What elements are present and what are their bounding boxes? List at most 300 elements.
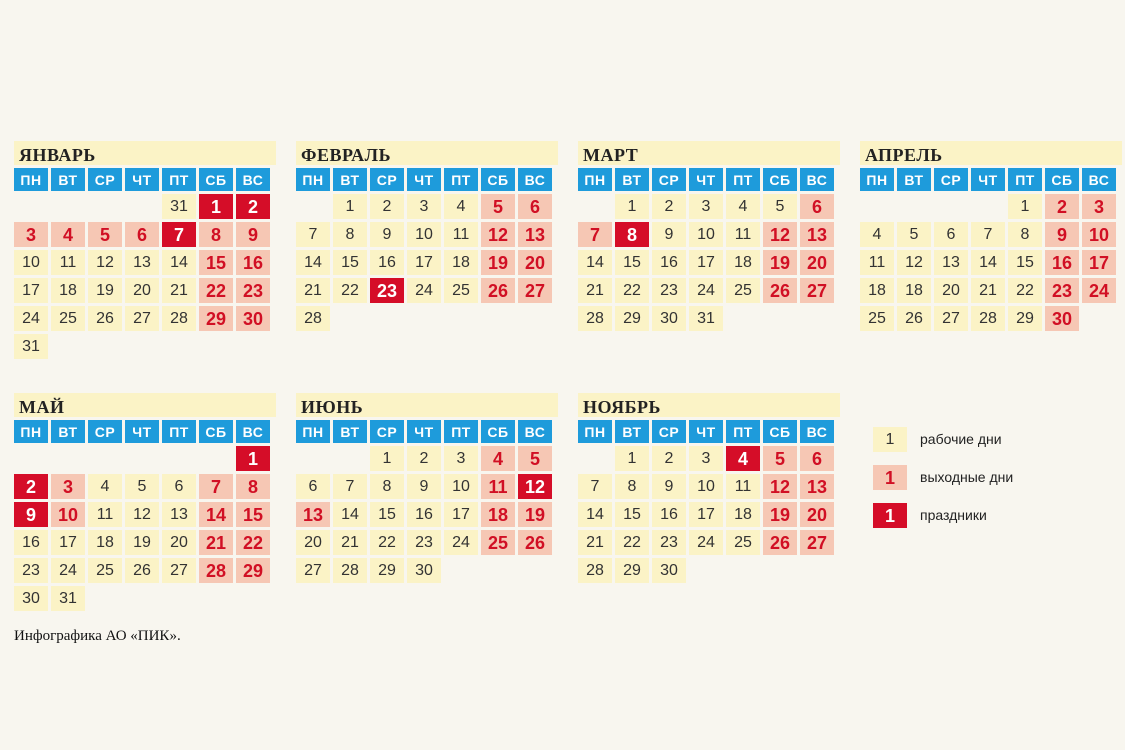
day-cell-work: 12 [897,250,931,275]
empty-cell [763,558,797,583]
weekday-label: СР [652,168,686,191]
day-cell-work: 29 [615,306,649,331]
day-cell-work: 27 [125,306,159,331]
day-cell-work: 7 [333,474,367,499]
empty-cell [88,446,122,471]
empty-cell [726,306,760,331]
weekday-header [860,168,1122,191]
day-cell-weekend: 28 [199,558,233,583]
day-cell-work: 18 [897,278,931,303]
week-row [296,446,558,471]
empty-cell [162,586,196,611]
day-cell-work: 24 [51,558,85,583]
day-cell-work: 29 [615,558,649,583]
day-cell-work: 4 [88,474,122,499]
week-row [578,502,840,527]
day-cell-work: 8 [370,474,404,499]
day-cell-weekend: 30 [1045,306,1079,331]
weekday-label: ПТ [444,168,478,191]
empty-cell [333,306,367,331]
day-cell-work: 25 [88,558,122,583]
weekday-label: СР [370,420,404,443]
weekday-label: СР [370,168,404,191]
empty-cell [444,306,478,331]
day-cell-work: 7 [296,222,330,247]
weekday-label: СБ [763,168,797,191]
week-row [296,502,558,527]
day-cell-work: 10 [444,474,478,499]
day-cell-weekend: 8 [199,222,233,247]
day-cell-work: 28 [162,306,196,331]
day-cell-weekend: 4 [51,222,85,247]
day-cell-work: 24 [689,278,723,303]
day-cell-weekend: 13 [518,222,552,247]
weekday-label: ВТ [51,420,85,443]
day-cell-weekend: 29 [236,558,270,583]
month-title: АПРЕЛЬ [860,141,1122,165]
day-cell-weekend: 10 [1082,222,1116,247]
day-cell-holiday: 9 [14,502,48,527]
week-row [296,530,558,555]
empty-cell [333,446,367,471]
day-cell-holiday: 7 [162,222,196,247]
week-row [14,474,276,499]
day-cell-weekend: 11 [481,474,515,499]
weekday-label: ВТ [615,168,649,191]
week-row [860,222,1122,247]
day-cell-work: 30 [652,558,686,583]
day-cell-weekend: 27 [518,278,552,303]
day-cell-work: 11 [726,474,760,499]
day-cell-work: 14 [162,250,196,275]
weekday-label: ЧТ [971,168,1005,191]
day-cell-holiday: 4 [726,446,760,471]
weekday-label: ЧТ [689,168,723,191]
day-cell-work: 18 [88,530,122,555]
day-cell-weekend: 5 [481,194,515,219]
weekday-label: ВТ [333,168,367,191]
day-cell-work: 23 [14,558,48,583]
weekday-label: ВТ [51,168,85,191]
weekday-label: ВТ [333,420,367,443]
day-cell-work: 23 [407,530,441,555]
day-cell-weekend: 21 [199,530,233,555]
month-title: ИЮНЬ [296,393,558,417]
week-row [14,530,276,555]
day-cell-work: 13 [934,250,968,275]
day-cell-work: 16 [407,502,441,527]
day-cell-weekend: 25 [481,530,515,555]
day-cell-work: 12 [125,502,159,527]
day-cell-work: 15 [370,502,404,527]
week-row [578,194,840,219]
week-row [578,250,840,275]
day-cell-work: 11 [860,250,894,275]
day-cell-work: 24 [689,530,723,555]
empty-cell [370,306,404,331]
day-cell-work: 31 [14,334,48,359]
day-cell-weekend: 5 [763,446,797,471]
weekday-label: ЧТ [407,420,441,443]
day-cell-work: 28 [578,558,612,583]
weekday-header [296,168,558,191]
week-row [860,194,1122,219]
empty-cell [407,306,441,331]
weekday-label: ПТ [726,168,760,191]
day-cell-weekend: 13 [296,502,330,527]
legend-weekend-swatch: 1 [873,465,907,490]
weekday-label: СБ [199,168,233,191]
day-cell-work: 3 [689,194,723,219]
day-cell-weekend: 24 [1082,278,1116,303]
day-cell-work: 10 [689,222,723,247]
weekday-label: ВС [800,168,834,191]
day-cell-work: 21 [162,278,196,303]
empty-cell [125,334,159,359]
empty-cell [162,446,196,471]
weekday-header [578,168,840,191]
day-cell-work: 25 [726,278,760,303]
legend-holiday [873,502,1013,528]
day-cell-weekend: 18 [481,502,515,527]
weekday-header [578,420,840,443]
day-cell-work: 31 [162,194,196,219]
day-cell-work: 17 [407,250,441,275]
caption: Инфографика АО «ПИК». [14,628,181,644]
day-cell-work: 6 [162,474,196,499]
day-cell-work: 17 [14,278,48,303]
day-cell-work: 11 [88,502,122,527]
day-cell-work: 23 [652,278,686,303]
day-cell-work: 3 [407,194,441,219]
empty-cell [800,558,834,583]
day-cell-work: 21 [578,278,612,303]
day-cell-weekend: 19 [763,250,797,275]
day-cell-work: 16 [370,250,404,275]
day-cell-work: 27 [296,558,330,583]
day-cell-work: 20 [125,278,159,303]
empty-cell [199,446,233,471]
empty-cell [800,306,834,331]
day-cell-work: 14 [971,250,1005,275]
weekday-label: ВТ [897,168,931,191]
weekday-label: ЧТ [407,168,441,191]
empty-cell [763,306,797,331]
month-title: ЯНВАРЬ [14,141,276,165]
day-cell-weekend: 17 [1082,250,1116,275]
week-row [296,306,558,331]
day-cell-holiday: 2 [236,194,270,219]
weekday-label: ЧТ [689,420,723,443]
week-row [14,586,276,611]
week-row [860,278,1122,303]
empty-cell [236,586,270,611]
empty-cell [125,586,159,611]
day-cell-work: 6 [934,222,968,247]
day-cell-work: 20 [296,530,330,555]
week-row [860,250,1122,275]
empty-cell [51,446,85,471]
weekday-label: СБ [481,420,515,443]
empty-cell [199,334,233,359]
empty-cell [444,558,478,583]
day-cell-weekend: 3 [14,222,48,247]
day-cell-work: 16 [652,250,686,275]
day-cell-weekend: 26 [763,530,797,555]
day-cell-weekend: 19 [518,502,552,527]
empty-cell [518,558,552,583]
empty-cell [578,194,612,219]
empty-cell [199,586,233,611]
week-row [578,446,840,471]
weekday-label: ВС [1082,168,1116,191]
legend-work-swatch: 1 [873,427,907,452]
empty-cell [726,558,760,583]
day-cell-work: 2 [652,194,686,219]
day-cell-work: 18 [726,250,760,275]
empty-cell [934,194,968,219]
day-cell-weekend: 12 [763,474,797,499]
day-cell-weekend: 22 [236,530,270,555]
day-cell-work: 18 [860,278,894,303]
week-row [296,558,558,583]
empty-cell [14,194,48,219]
weekday-header [14,420,276,443]
week-row [14,334,276,359]
day-cell-work: 17 [444,502,478,527]
empty-cell [51,194,85,219]
weekday-label: ПН [296,420,330,443]
day-cell-work: 9 [652,222,686,247]
empty-cell [236,334,270,359]
weekday-label: СБ [1045,168,1079,191]
empty-cell [481,558,515,583]
week-row [578,278,840,303]
day-cell-work: 21 [296,278,330,303]
empty-cell [162,334,196,359]
day-cell-work: 14 [333,502,367,527]
day-cell-weekend: 3 [51,474,85,499]
day-cell-work: 7 [578,474,612,499]
day-cell-weekend: 15 [236,502,270,527]
day-cell-holiday: 23 [370,278,404,303]
day-cell-weekend: 29 [199,306,233,331]
empty-cell [689,558,723,583]
day-cell-weekend: 12 [763,222,797,247]
day-cell-weekend: 16 [1045,250,1079,275]
day-cell-work: 18 [51,278,85,303]
day-cell-weekend: 6 [800,446,834,471]
day-cell-work: 1 [1008,194,1042,219]
day-cell-work: 24 [444,530,478,555]
day-cell-weekend: 22 [199,278,233,303]
empty-cell [296,446,330,471]
week-row [578,530,840,555]
weekday-label: ПН [296,168,330,191]
day-cell-weekend: 10 [51,502,85,527]
day-cell-weekend: 5 [518,446,552,471]
day-cell-work: 14 [296,250,330,275]
day-cell-work: 27 [934,306,968,331]
empty-cell [860,194,894,219]
week-row [296,474,558,499]
day-cell-work: 17 [51,530,85,555]
day-cell-work: 11 [51,250,85,275]
day-cell-work: 14 [578,250,612,275]
day-cell-work: 22 [370,530,404,555]
day-cell-weekend: 4 [481,446,515,471]
day-cell-work: 17 [689,250,723,275]
day-cell-work: 22 [1008,278,1042,303]
day-cell-holiday: 1 [199,194,233,219]
legend-weekend-label: выходные дни [920,469,1014,485]
empty-cell [518,306,552,331]
month-1 [14,141,276,362]
weekday-label: ВС [236,168,270,191]
day-cell-work: 6 [296,474,330,499]
legend-work-label: рабочие дни [920,431,1002,447]
day-cell-weekend: 23 [236,278,270,303]
day-cell-work: 9 [370,222,404,247]
weekday-label: ВС [236,420,270,443]
day-cell-weekend: 7 [578,222,612,247]
day-cell-weekend: 16 [236,250,270,275]
week-row [14,502,276,527]
day-cell-work: 16 [652,502,686,527]
day-cell-holiday: 1 [236,446,270,471]
weekday-label: ПТ [1008,168,1042,191]
day-cell-work: 5 [763,194,797,219]
empty-cell [125,446,159,471]
weekday-label: ПТ [726,420,760,443]
day-cell-work: 22 [615,278,649,303]
day-cell-work: 26 [88,306,122,331]
day-cell-weekend: 19 [481,250,515,275]
weekday-label: ПН [14,168,48,191]
day-cell-weekend: 12 [481,222,515,247]
weekday-label: СР [88,420,122,443]
day-cell-work: 28 [296,306,330,331]
weekday-label: СР [652,420,686,443]
weekday-label: СБ [199,420,233,443]
month-6 [296,393,558,586]
day-cell-work: 28 [578,306,612,331]
weekday-label: ПН [578,420,612,443]
day-cell-work: 22 [333,278,367,303]
weekday-label: ПН [860,168,894,191]
empty-cell [88,586,122,611]
weekday-label: ЧТ [125,168,159,191]
month-2 [296,141,558,334]
week-row [578,474,840,499]
day-cell-work: 20 [934,278,968,303]
day-cell-work: 19 [125,530,159,555]
day-cell-work: 18 [444,250,478,275]
weekday-label: СБ [481,168,515,191]
day-cell-work: 3 [689,446,723,471]
day-cell-work: 17 [689,502,723,527]
day-cell-work: 15 [615,502,649,527]
day-cell-work: 1 [615,446,649,471]
empty-cell [481,306,515,331]
day-cell-work: 12 [88,250,122,275]
weekday-label: ВС [518,168,552,191]
week-row [296,222,558,247]
empty-cell [897,194,931,219]
day-cell-work: 3 [444,446,478,471]
day-cell-weekend: 6 [800,194,834,219]
day-cell-work: 4 [726,194,760,219]
day-cell-work: 15 [333,250,367,275]
weekday-label: ПН [578,168,612,191]
month-7 [578,393,840,586]
legend-weekend [873,464,1013,490]
day-cell-work: 25 [726,530,760,555]
empty-cell [1082,306,1116,331]
day-cell-work: 9 [652,474,686,499]
day-cell-work: 21 [971,278,1005,303]
empty-cell [14,446,48,471]
day-cell-work: 30 [407,558,441,583]
day-cell-work: 20 [162,530,196,555]
day-cell-weekend: 26 [763,278,797,303]
day-cell-work: 11 [726,222,760,247]
month-title: МАЙ [14,393,276,417]
weekday-label: ВТ [615,420,649,443]
day-cell-work: 15 [615,250,649,275]
day-cell-work: 25 [51,306,85,331]
weekday-label: СР [88,168,122,191]
day-cell-work: 13 [162,502,196,527]
day-cell-work: 28 [333,558,367,583]
day-cell-weekend: 20 [800,502,834,527]
day-cell-work: 9 [407,474,441,499]
day-cell-work: 30 [14,586,48,611]
weekday-label: СР [934,168,968,191]
day-cell-work: 22 [615,530,649,555]
day-cell-work: 15 [1008,250,1042,275]
day-cell-weekend: 26 [481,278,515,303]
day-cell-work: 25 [860,306,894,331]
day-cell-work: 10 [689,474,723,499]
empty-cell [125,194,159,219]
day-cell-holiday: 8 [615,222,649,247]
day-cell-work: 7 [971,222,1005,247]
week-row [14,558,276,583]
day-cell-work: 2 [652,446,686,471]
day-cell-weekend: 6 [125,222,159,247]
day-cell-weekend: 20 [518,250,552,275]
day-cell-work: 25 [444,278,478,303]
day-cell-work: 1 [333,194,367,219]
month-title: ФЕВРАЛЬ [296,141,558,165]
day-cell-work: 31 [689,306,723,331]
day-cell-work: 18 [726,502,760,527]
day-cell-work: 24 [14,306,48,331]
day-cell-work: 4 [860,222,894,247]
day-cell-work: 28 [971,306,1005,331]
weekday-label: ПН [14,420,48,443]
day-cell-work: 1 [370,446,404,471]
day-cell-weekend: 20 [800,250,834,275]
day-cell-weekend: 13 [800,222,834,247]
day-cell-work: 11 [444,222,478,247]
day-cell-weekend: 13 [800,474,834,499]
day-cell-work: 2 [407,446,441,471]
day-cell-work: 10 [407,222,441,247]
day-cell-weekend: 5 [88,222,122,247]
weekday-label: ПТ [162,168,196,191]
